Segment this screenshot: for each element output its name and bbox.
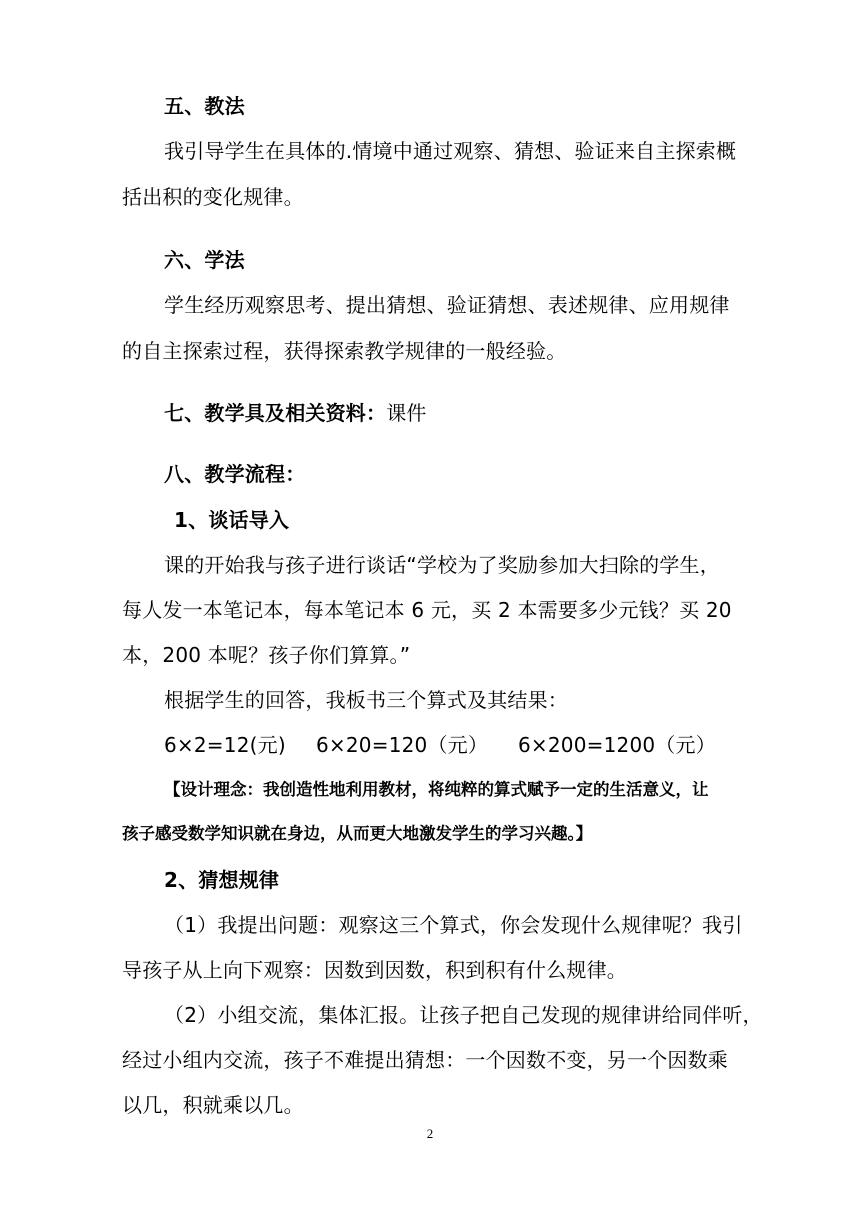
paragraph-line: 的自主探索过程，获得探索教学规律的一般经验。 <box>122 339 567 363</box>
paragraph-line: （1）我提出问题：观察这三个算式，你会发现什么规律呢？我引 <box>164 913 743 937</box>
paragraph-line: 经过小组内交流，孩子不难提出猜想：一个因数不变，另一个因数乘 <box>122 1048 728 1072</box>
page-number: 2 <box>426 1126 434 1141</box>
paragraph-line: 导孩子从上向下观察：因数到因数，积到积有什么规律。 <box>122 958 627 982</box>
section-heading-learning-method: 六、学法 <box>164 248 245 272</box>
formula-2: 6×20=120（元） <box>316 733 489 757</box>
paragraph-line: 课的开始我与孩子进行谈话“学校为了奖励参加大扫除的学生， <box>164 553 720 577</box>
paragraph-line: 学生经历观察思考、提出猜想、验证猜想、表述规律、应用规律 <box>164 293 730 317</box>
section-teaching-materials <box>164 399 427 427</box>
paragraph-line: 括出积的变化规律。 <box>122 185 304 209</box>
design-note-line: 孩子感受数学知识就在身边，从而更大地激发学生的学习兴趣。】 <box>122 824 593 843</box>
paragraph-line: （2）小组交流，集体汇报。让孩子把自己发现的规律讲给同伴听， <box>164 1003 763 1027</box>
step-heading-intro: 1、谈话导入 <box>174 508 290 532</box>
paragraph-line: 以几，积就乘以几。 <box>122 1093 304 1117</box>
section-heading-materials: 七、教学具及相关资料： <box>164 401 387 425</box>
paragraph-line: 我引导学生在具体的.情境中通过观察、猜想、验证来自主探索概 <box>164 139 737 163</box>
design-note-line: 【设计理念：我创造性地利用教材，将纯粹的算式赋予一定的生活意义，让 <box>164 780 709 799</box>
paragraph-line: 根据学生的回答，我板书三个算式及其结果： <box>164 688 568 712</box>
section-heading-teaching-method: 五、教法 <box>164 94 245 118</box>
formula-3: 6×200=1200（元） <box>518 733 716 757</box>
step-heading-guess-rule: 2、猜想规律 <box>164 868 280 892</box>
paragraph-line: 每人发一本笔记本，每本笔记本 6 元，买 2 本需要多少元钱？买 20 <box>122 598 732 622</box>
section-heading-teaching-process: 八、教学流程： <box>164 462 306 486</box>
paragraph-line: 本，200 本呢？孩子你们算算。” <box>122 643 411 667</box>
materials-value: 课件 <box>386 401 427 425</box>
formula-1: 6×2=12(元) <box>164 733 286 757</box>
